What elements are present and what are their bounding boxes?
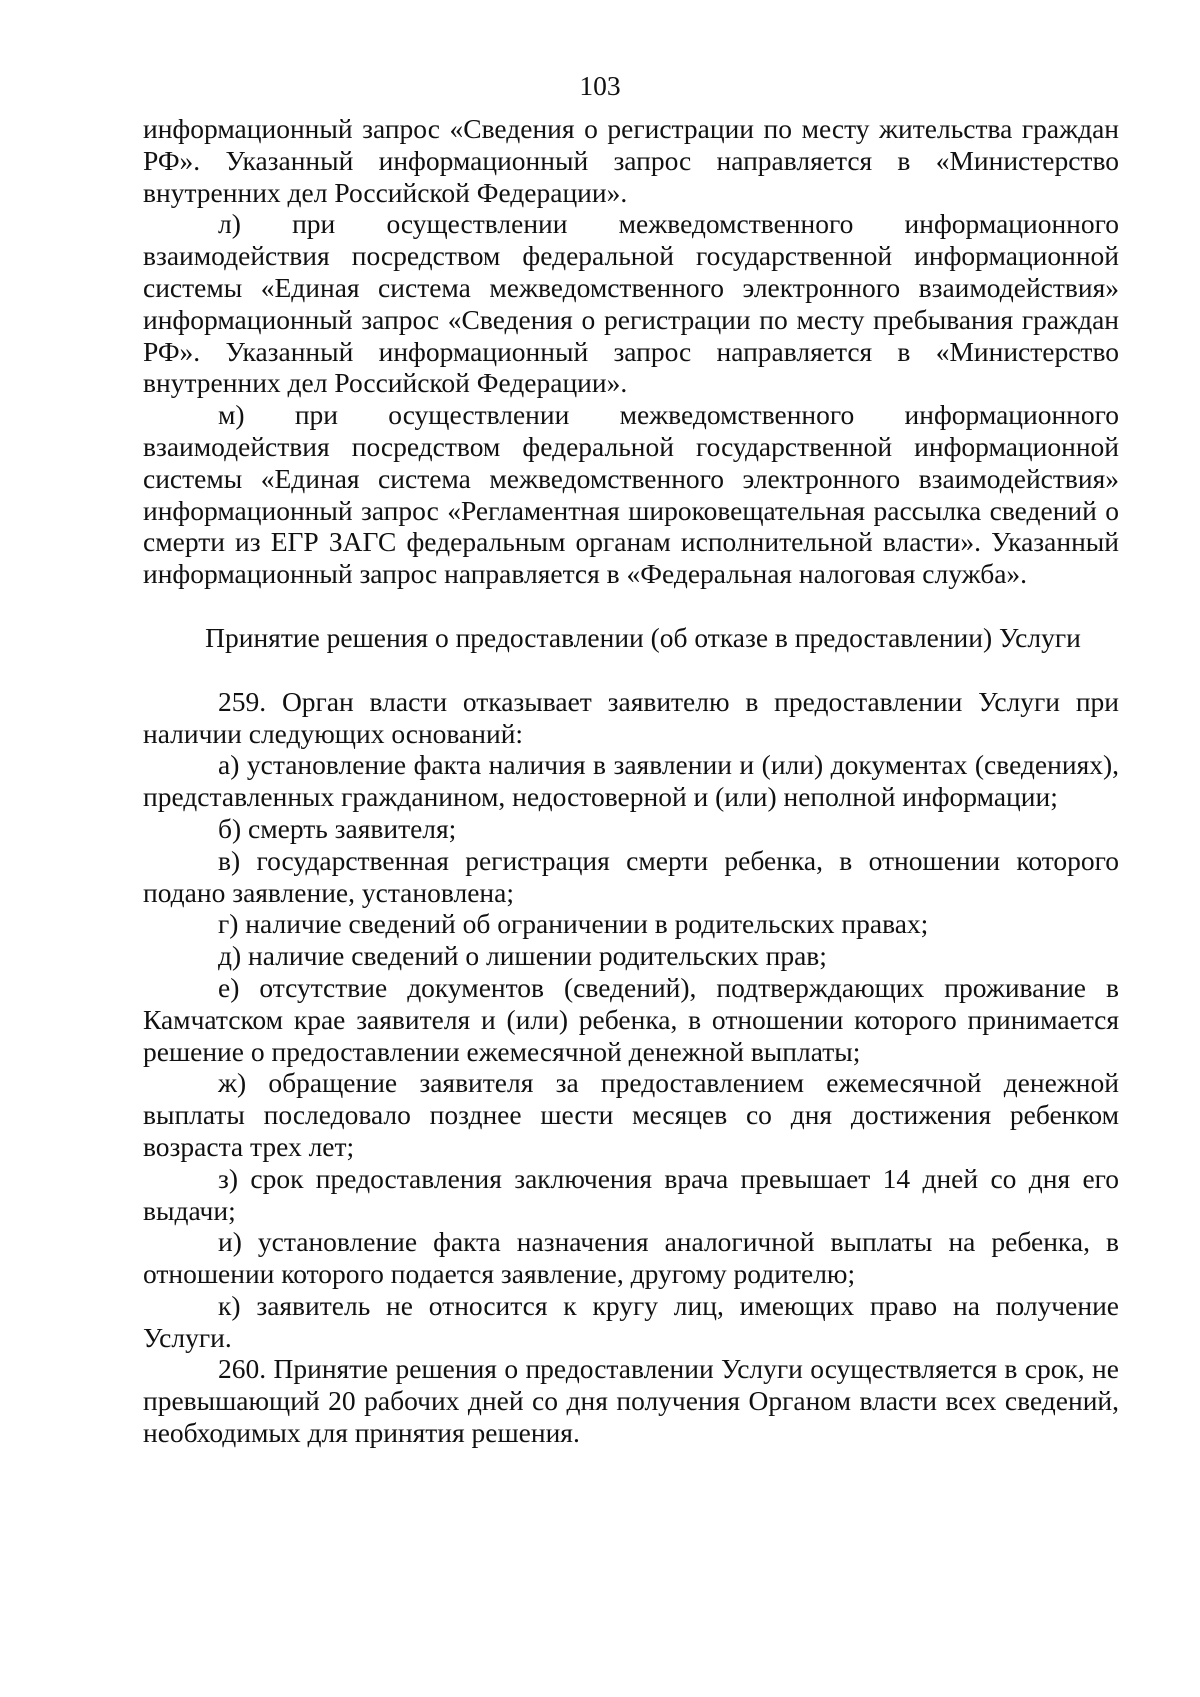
clause-259-item-g: г) наличие сведений об ограничении в родительских правах;	[218, 908, 929, 940]
clause-259-item-i: и) установление факта назначения аналогичной выплаты на ребенка, в отношении которого подается заявление, другому родителю;	[143, 1226, 1119, 1290]
clause-259-item-v: в) государственная регистрация смерти ребенка, в отношении которого подано заявление, установлена;	[143, 844, 1119, 908]
clause-259-intro: 259. Орган власти отказывает заявителю в предоставлении Услуги при наличии следующих оснований:	[143, 685, 1119, 749]
clause-259-item-zh: ж) обращение заявителя за предоставлением ежемесячной денежной выплаты последовало позднее шести месяцев со дня достижения ребенком возраста трех лет;	[143, 1067, 1119, 1162]
clause-259-item-d: д) наличие сведений о лишении родительских прав;	[218, 940, 827, 972]
continuation-paragraph: информационный запрос «Сведения о регистрации по месту жительства граждан РФ». Указанный информационный запрос направляется в «Министерство внутренних дел Российской Федерации».	[143, 113, 1119, 208]
item-l-paragraph: л) при осуществлении межведомственного информационного взаимодействия посредством федеральной государственной информационной системы «Единая система межведомственного электронного взаимодействия» информационный запрос «Сведения о регистрации по месту пребывания граждан РФ». Указанный информационный запрос направляется в «Министерство внутренних дел Российской Федерации».	[143, 208, 1119, 399]
clause-259-item-k: к) заявитель не относится к кругу лиц, имеющих право на получение Услуги.	[143, 1289, 1119, 1353]
clause-259-item-z: з) срок предоставления заключения врача превышает 14 дней со дня его выдачи;	[143, 1162, 1119, 1226]
page-number: 103	[579, 70, 621, 101]
document-body	[143, 113, 1119, 1449]
spacer	[143, 654, 1119, 686]
clause-260-paragraph: 260. Принятие решения о предоставлении Услуги осуществляется в срок, не превышающий 20 рабочих дней со дня получения Органом власти всех сведений, необходимых для принятия решения.	[143, 1353, 1119, 1449]
clause-259-item-e: е) отсутствие документов (сведений), подтверждающих проживание в Камчатском крае заявителя и (или) ребенка, в отношении которого принимается решение о предоставлении ежемесячной денежной выплаты;	[143, 971, 1119, 1067]
clause-259-item-b: б) смерть заявителя;	[218, 812, 457, 844]
item-m-paragraph: м) при осуществлении межведомственного информационного взаимодействия посредством федеральной государственной информационной системы «Единая система межведомственного электронного взаимодействия» информационный запрос «Регламентная широковещательная рассылка сведений о смерти из ЕГР ЗАГС федеральным органам исполнительной власти». Указанный информационный запрос направляется в «Федеральная налоговая служба».	[143, 399, 1119, 590]
spacer	[143, 590, 1119, 622]
section-heading: Принятие решения о предоставлении (об отказе в предоставлении) Услуги	[205, 621, 1081, 653]
clause-259-item-a: а) установление факта наличия в заявлении и (или) документах (сведениях), представленных гражданином, недостоверной и (или) неполной информации;	[143, 749, 1119, 813]
